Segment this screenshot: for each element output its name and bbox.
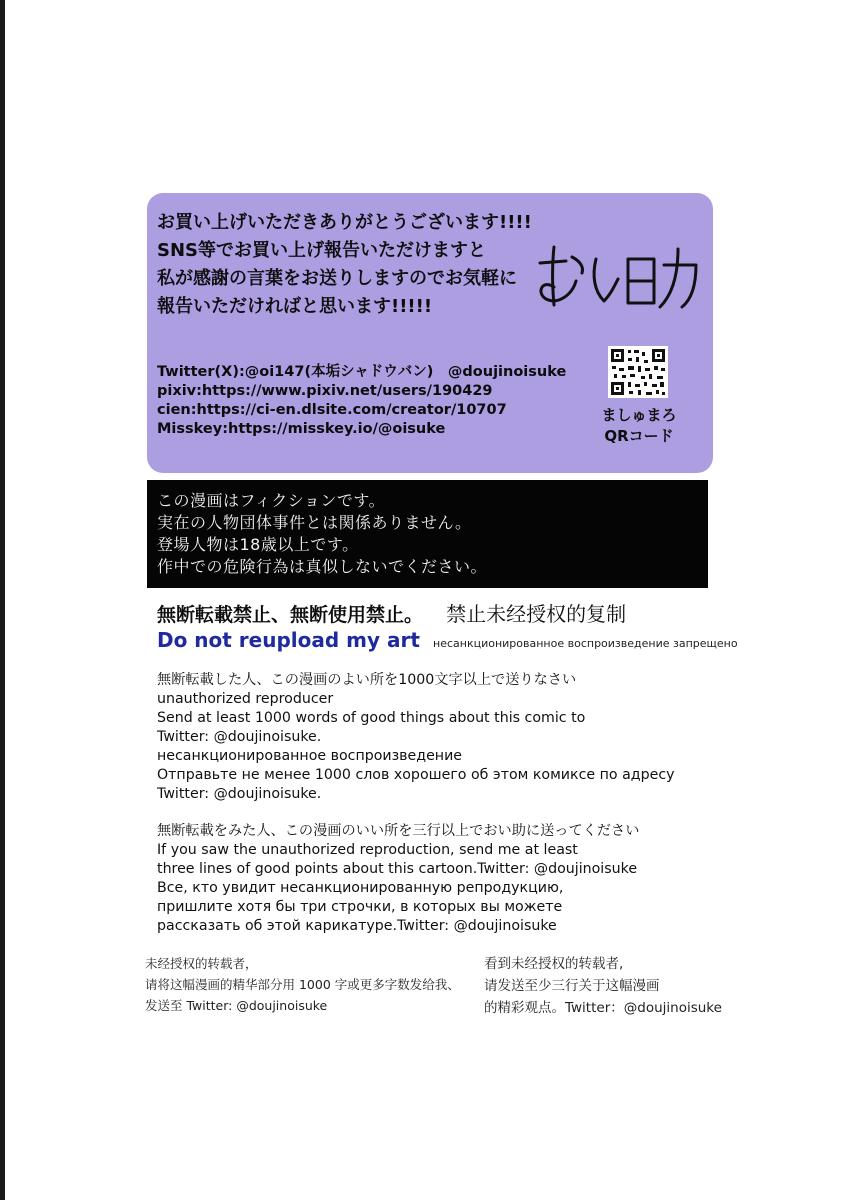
chinese-notice-left xyxy=(145,953,460,1016)
disclaimer-line: この漫画はフィクションです。 xyxy=(157,491,386,510)
social-links xyxy=(157,363,566,439)
warning-chinese: 禁止未经授权的复制 xyxy=(446,602,627,626)
notice-line: несанкционированное воспроизведение xyxy=(157,748,463,764)
qr-code-icon[interactable] xyxy=(608,346,668,398)
disclaimer-line: 実在の人物団体事件とは関係ありません。 xyxy=(157,513,472,532)
thanks-line: SNS等でお買い上げ報告いただけますと xyxy=(157,240,486,261)
warning-japanese: 無断転載禁止、無断使用禁止。 xyxy=(157,604,424,626)
notice-line: Отправьте не менее 1000 слов хорошего об этом комиксе по адресу xyxy=(157,767,675,783)
reupload-warning-english xyxy=(157,628,738,652)
chinese-notice-right xyxy=(484,953,722,1019)
qr-label-line: ましゅまろ xyxy=(601,406,677,424)
notice-line: 無断転載した人、この漫画のよい所を1000文字以上で送りなさい xyxy=(157,672,577,688)
notice-line: рассказать об этой карикатуре.Twitter: @doujinoisuke xyxy=(157,918,557,934)
misskey-link[interactable]: Misskey:https://misskey.io/@oisuke xyxy=(157,421,446,437)
notice-line: Все, кто увидит несанкционированную репродукцию, xyxy=(157,880,564,896)
unauthorized-reproducer-notice xyxy=(157,671,675,804)
notice-line: If you saw the unauthorized reproduction, send me at least xyxy=(157,842,578,858)
handwritten-signature xyxy=(532,235,702,315)
thanks-message xyxy=(157,209,567,321)
reupload-warning xyxy=(157,598,626,627)
thanks-line: 私が感謝の言葉をお送りしますのでお気軽に xyxy=(157,268,517,289)
notice-line: Twitter: @doujinoisuke. xyxy=(157,729,322,745)
notice-line: Send at least 1000 words of good things about this comic to xyxy=(157,710,586,726)
cien-link[interactable]: cien:https://ci-en.dlsite.com/creator/10707 xyxy=(157,402,507,418)
notice-line: unauthorized reproducer xyxy=(157,691,334,707)
fiction-disclaimer xyxy=(147,480,708,588)
scan-edge xyxy=(0,0,5,1200)
disclaimer-line: 作中での危険行為は真似しないでください。 xyxy=(157,557,488,576)
notice-line: three lines of good points about this cartoon.Twitter: @doujinoisuke xyxy=(157,861,638,877)
warning-russian: несанкционированное воспроизведение запрещено xyxy=(433,637,738,650)
warning-english: Do not reupload my art xyxy=(157,628,420,652)
notice-line: 发送至 Twitter: @doujinoisuke xyxy=(145,998,328,1013)
notice-line: Twitter: @doujinoisuke. xyxy=(157,786,322,802)
disclaimer-line: 登場人物は18歳以上です。 xyxy=(157,535,359,554)
notice-line: 無断転載をみた人、この漫画のいい所を三行以上でおい助に送ってください xyxy=(157,823,640,839)
thanks-line: 報告いただければと思います!!!!! xyxy=(157,296,433,317)
notice-line: 请将这幅漫画的精华部分用 1000 字或更多字数发给我、 xyxy=(145,977,460,992)
thanks-line: お買い上げいただきありがとうございます!!!! xyxy=(157,212,532,233)
notice-line: 未经授权的转载者， xyxy=(145,956,258,971)
qr-label xyxy=(593,405,685,447)
notice-line: 的精彩观点。Twitter：@doujinoisuke xyxy=(484,1000,722,1016)
reproduction-viewer-notice xyxy=(157,822,639,936)
qr-label-line: QRコード xyxy=(604,427,674,445)
notice-line: 请发送至少三行关于这幅漫画 xyxy=(484,978,660,994)
purchase-thanks-card xyxy=(147,193,713,473)
pixiv-link[interactable]: pixiv:https://www.pixiv.net/users/190429 xyxy=(157,383,493,399)
notice-line: пришлите хотя бы три строчки, в которых вы можете xyxy=(157,899,563,915)
twitter-link[interactable]: Twitter(X):@oi147(本垢シャドウバン) @doujinoisuke xyxy=(157,364,567,380)
notice-line: 看到未经授权的转载者, xyxy=(484,956,624,972)
